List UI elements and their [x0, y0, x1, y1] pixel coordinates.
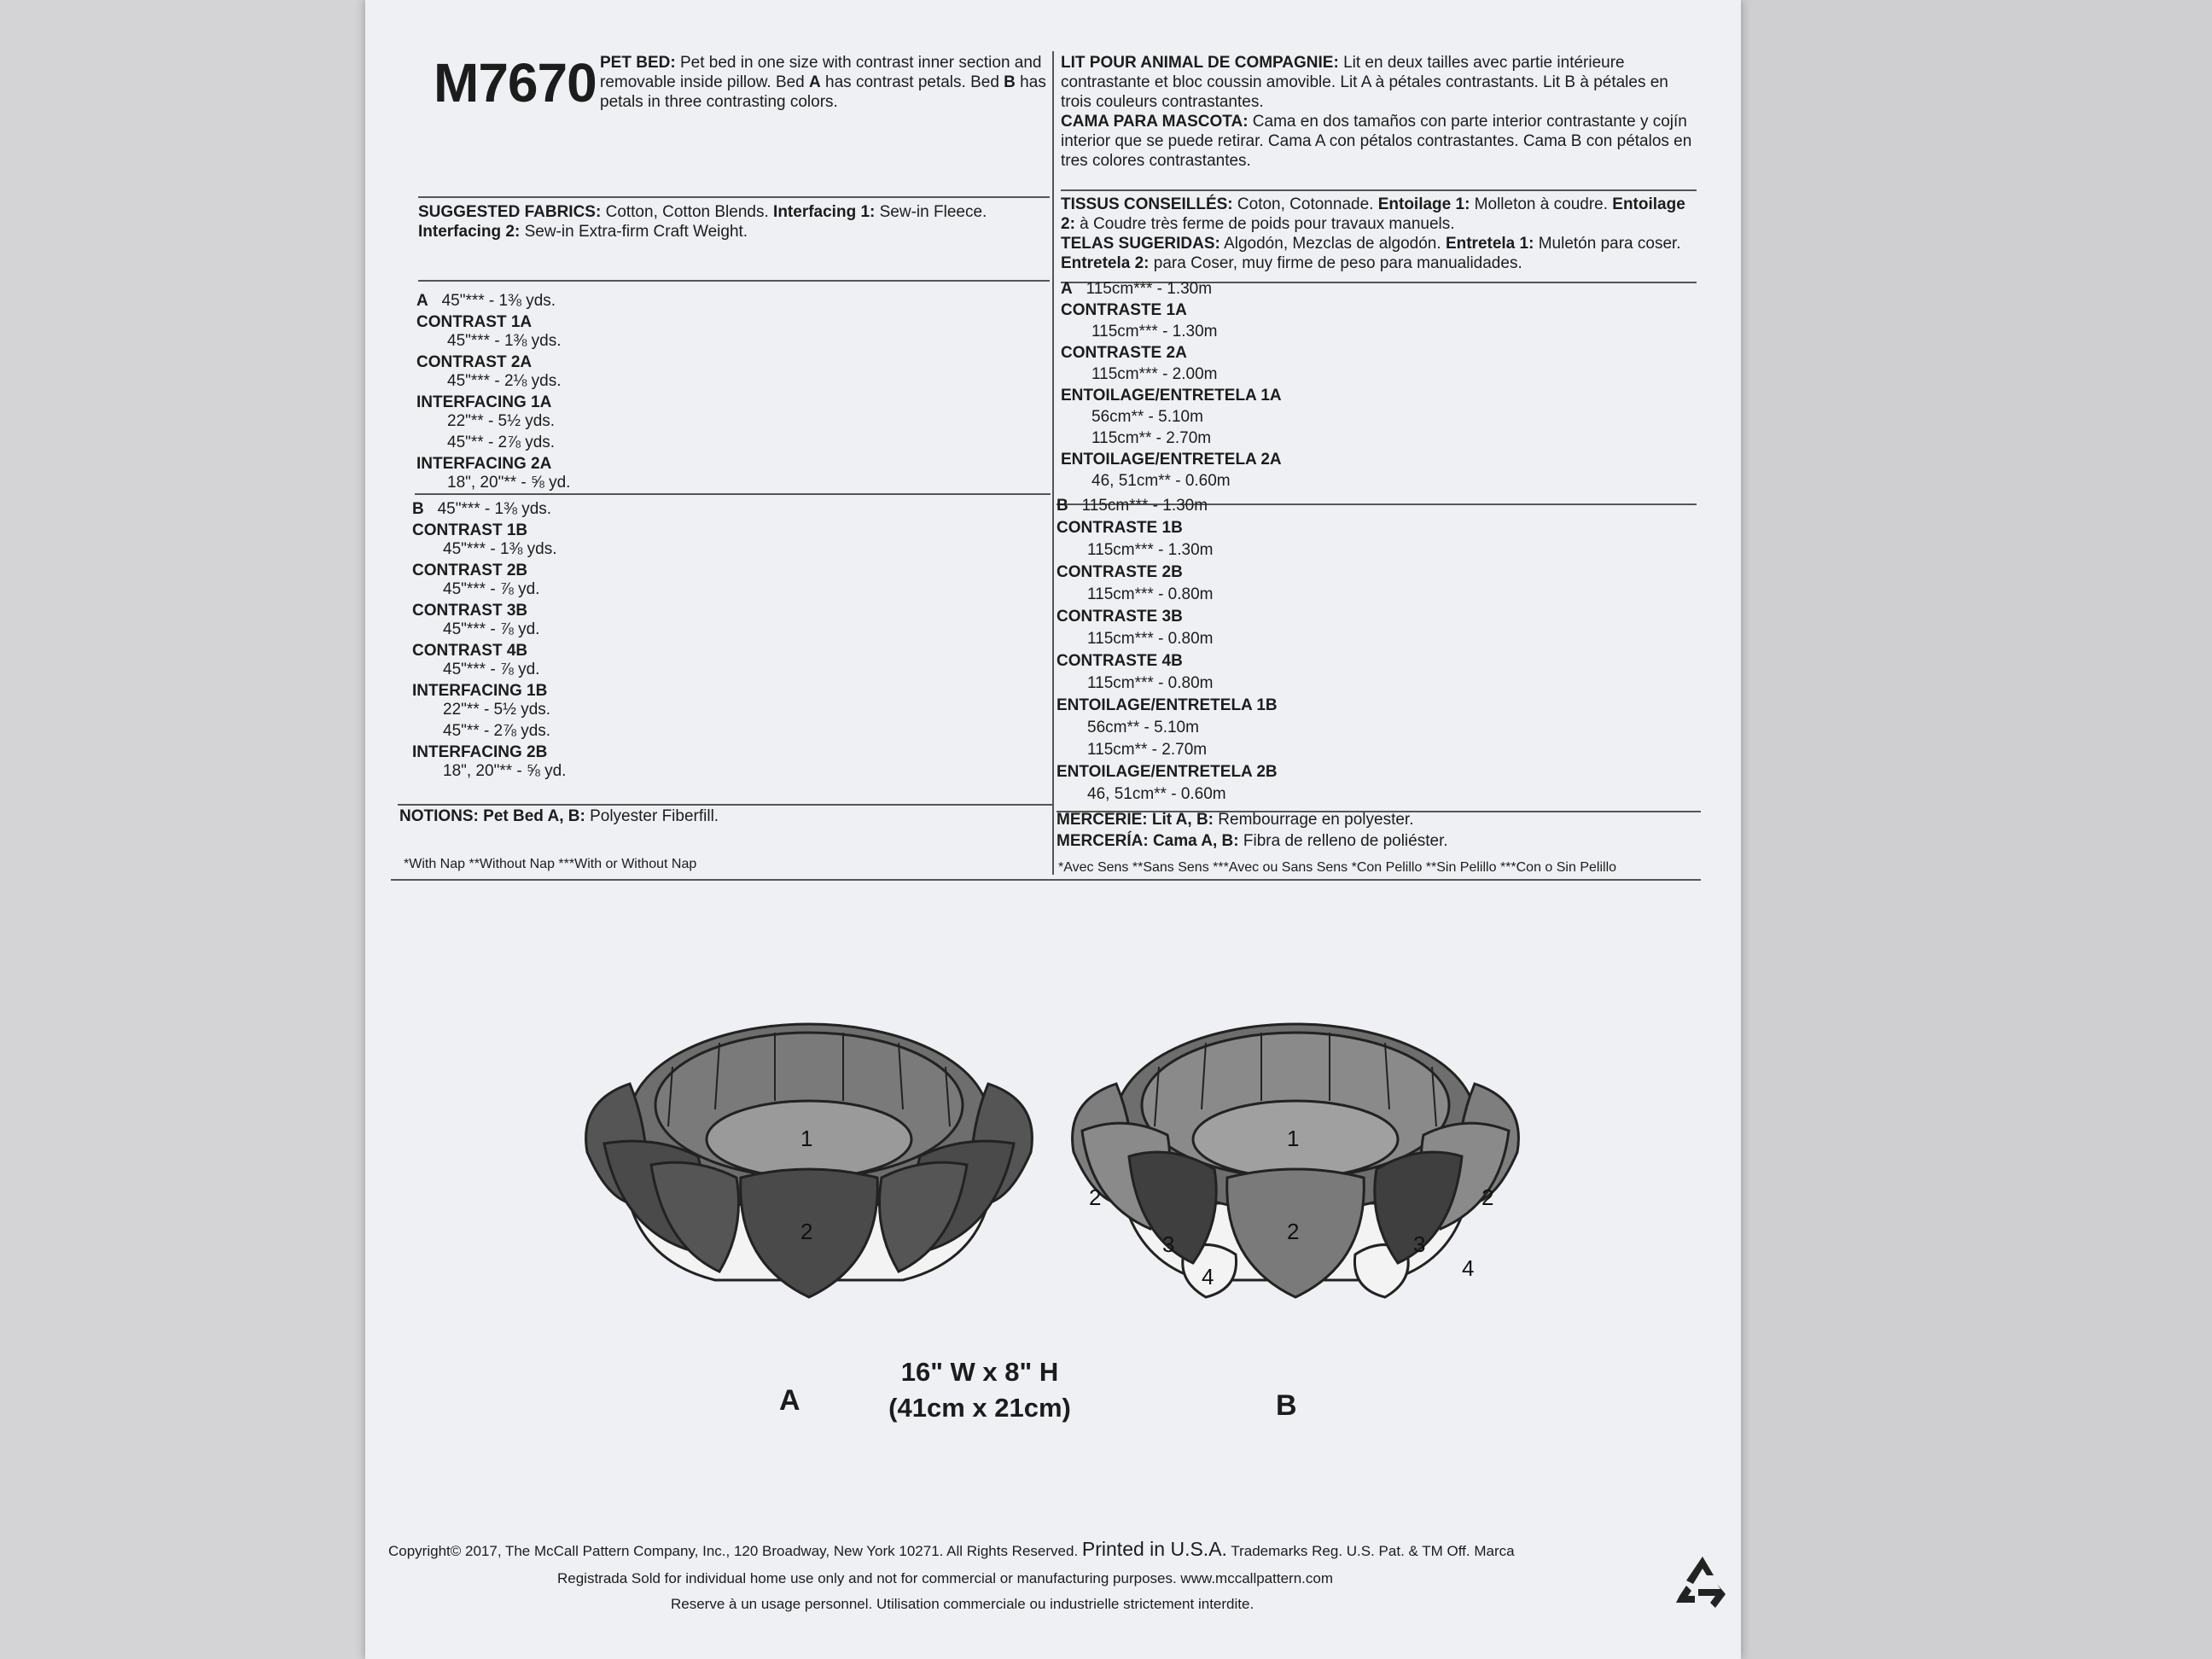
yardage-line: 115cm*** - 0.80m	[1087, 630, 1214, 648]
notions-en: NOTIONS: Pet Bed A, B: Polyester Fiberfill.	[399, 807, 719, 825]
yardage-head: CONTRAST 1A	[416, 313, 533, 331]
yardage-line: 22"** - 5½ yds.	[443, 701, 551, 719]
yardage-line: 56cm** - 5.10m	[1091, 408, 1203, 426]
yardage-line: 18", 20"** - ⅝ yd.	[447, 474, 571, 492]
reserve-line: Reserve à un usage personnel. Utilisation commerciale ou industrielle strictement interdite.	[671, 1596, 1254, 1612]
rule-fabrics-right	[1061, 189, 1697, 191]
yardage-line: 45"*** - ⅞ yd.	[443, 620, 540, 638]
yardage-line: 115cm*** - 0.80m	[1087, 585, 1214, 603]
yardage-head: INTERFACING 2B	[412, 743, 548, 761]
description-fr: LIT POUR ANIMAL DE COMPAGNIE: Lit en deux tailles avec partie intérieure contrastante et bloc coussin amovible. Lit A à pétales contrastants. Lit B à pétales en trois couleurs contrastantes. CAMA PARA MASCOTA: Cama en dos tamaños con parte interior contrastante y cojín interior que se puede retirar. Cama A con pétalos contrastantes. Cama B con pétalos en tres colores contrastantes.	[1061, 54, 1692, 170]
yardage-line: 115cm*** - 0.80m	[1087, 674, 1214, 692]
rule-fabrics-left	[418, 196, 1050, 198]
yardage-head: CONTRASTE 1B	[1057, 519, 1183, 537]
rule-yardage-left	[418, 280, 1050, 282]
yardage-head: CONTRASTE 3B	[1057, 608, 1183, 626]
copyright-line: Copyright© 2017, The McCall Pattern Company, Inc., 120 Broadway, New York 10271. All Rights Reserved. Printed in U.S.A. Trademarks Reg. U.S. Pat. & TM Off. Marca	[388, 1538, 1515, 1560]
view-a-yardage-metric: A 115cm*** - 1.30m	[1061, 280, 1213, 298]
description-en: PET BED: Pet bed in one size with contrast inner section and removable inside pillow. Bed A has contrast petals. Bed B has petals in three contrasting colors.	[600, 54, 1046, 111]
yardage-line: 45"*** - 1⅜ yds.	[447, 332, 562, 350]
view-a-yardage: A 45"*** - 1⅜ yds.	[416, 292, 556, 310]
yardage-head: INTERFACING 2A	[416, 455, 552, 473]
pet-bed-a-illustration	[570, 1007, 1048, 1314]
piece-label-3: 3	[1162, 1231, 1175, 1257]
notions-fr: MERCERIE: Lit A, B: Rembourrage en polyester.	[1057, 811, 1414, 829]
piece-label-1: 1	[800, 1126, 813, 1151]
yardage-line: 46, 51cm** - 0.60m	[1091, 472, 1231, 490]
background-right	[1734, 0, 2212, 1659]
yardage-head: CONTRASTE 1A	[1061, 301, 1187, 319]
yardage-head: ENTOILAGE/ENTRETELA 2B	[1057, 763, 1278, 781]
yardage-head: CONTRAST 3B	[412, 602, 528, 620]
yardage-line: 45"*** - 2⅛ yds.	[447, 372, 562, 390]
yardage-fr	[1061, 280, 1692, 491]
size-metric: (41cm x 21cm)	[888, 1393, 1071, 1423]
yardage-line: 115cm*** - 1.30m	[1087, 541, 1214, 559]
yardage-head: CONTRASTE 2B	[1057, 563, 1183, 581]
rule-view-b-left	[415, 493, 1051, 495]
yardage-line: 22"** - 5½ yds.	[447, 412, 556, 430]
yardage-line: 45"** - 2⅞ yds.	[447, 434, 556, 451]
background-left	[0, 0, 367, 1659]
recycle-icon	[1673, 1553, 1732, 1610]
yardage-head: CONTRASTE 2A	[1061, 344, 1187, 362]
notions-es: MERCERÍA: Cama A, B: Fibra de relleno de poliéster.	[1057, 832, 1448, 850]
yardage-head: INTERFACING 1B	[412, 682, 548, 700]
usage-line: Registrada Sold for individual home use only and not for commercial or manufacturing purposes. www.mccallpattern.com	[557, 1570, 1333, 1586]
view-b-yardage-metric: B 115cm*** - 1.30m	[1057, 497, 1208, 515]
yardage-head: ENTOILAGE/ENTRETELA 2A	[1061, 451, 1282, 469]
piece-label-3: 3	[1413, 1231, 1426, 1257]
view-b-yardage: B 45"*** - 1⅜ yds.	[412, 500, 552, 518]
yardage-en	[416, 292, 1014, 492]
piece-label-4: 4	[1462, 1255, 1475, 1281]
yardage-line: 45"*** - ⅞ yd.	[443, 580, 540, 598]
yardage-fr-b	[1057, 497, 1688, 804]
yardage-line: 45"*** - 1⅜ yds.	[443, 540, 557, 558]
yardage-head: CONTRASTE 4B	[1057, 652, 1183, 670]
view-b-label: B	[1276, 1389, 1297, 1422]
suggested-fabrics-fr-es: TISSUS CONSEILLÉS: Coton, Cotonnade. Entoilage 1: Molleton à coudre. Entoilage 2: à Coudre très ferme de poids pour travaux manuels. TELAS SUGERIDAS: Algodón, Mezclas de algodón. Entretela 1: Muletón para coser. Entretela 2: para Coser, muy firme de peso para manualidades.	[1061, 195, 1685, 272]
pattern-number: M7670	[434, 52, 597, 114]
yardage-head: INTERFACING 1A	[416, 393, 552, 411]
nap-legend-fr-es: *Avec Sens **Sans Sens ***Avec ou Sans Sens *Con Pelillo **Sin Pelillo ***Con o Sin Pelillo	[1058, 860, 1617, 875]
column-divider	[1052, 51, 1054, 875]
yardage-line: 45"** - 2⅞ yds.	[443, 722, 551, 740]
yardage-line: 115cm** - 2.70m	[1087, 741, 1208, 759]
yardage-head: CONTRAST 4B	[412, 642, 528, 660]
yardage-head: CONTRAST 2B	[412, 562, 528, 579]
yardage-line: 115cm*** - 2.00m	[1091, 365, 1218, 383]
size-imperial: 16" W x 8" H	[900, 1357, 1059, 1387]
yardage-line: 45"*** - ⅞ yd.	[443, 661, 540, 678]
yardage-line: 115cm** - 2.70m	[1091, 429, 1212, 447]
yardage-en-b	[412, 500, 1010, 781]
rule-bottom	[391, 879, 1701, 881]
yardage-head: ENTOILAGE/ENTRETELA 1A	[1061, 387, 1282, 405]
yardage-line: 18", 20"** - ⅝ yd.	[443, 762, 567, 780]
piece-label-2: 2	[800, 1219, 813, 1244]
piece-label-1: 1	[1287, 1126, 1300, 1151]
yardage-line: 115cm*** - 1.30m	[1091, 323, 1218, 341]
yardage-head: ENTOILAGE/ENTRETELA 1B	[1057, 696, 1278, 714]
piece-label-2: 2	[1287, 1219, 1300, 1244]
piece-label-2: 2	[1089, 1185, 1102, 1210]
yardage-head: CONTRAST 2A	[416, 353, 533, 371]
pet-bed-b-illustration	[1057, 1007, 1534, 1314]
piece-label-2: 2	[1481, 1185, 1494, 1210]
pattern-envelope-back	[365, 0, 1741, 1659]
suggested-fabrics-en: SUGGESTED FABRICS: Cotton, Cotton Blends. Interfacing 1: Sew-in Fleece. Interfacing 2: Sew-in Extra-firm Craft Weight.	[418, 203, 987, 241]
yardage-head: CONTRAST 1B	[412, 521, 528, 539]
piece-label-4: 4	[1202, 1264, 1214, 1289]
view-a-label: A	[779, 1384, 800, 1417]
nap-legend-en: *With Nap **Without Nap ***With or Without Nap	[404, 857, 697, 871]
rule-notions-left	[398, 804, 1052, 806]
yardage-line: 46, 51cm** - 0.60m	[1087, 785, 1226, 803]
yardage-line: 56cm** - 5.10m	[1087, 719, 1199, 736]
